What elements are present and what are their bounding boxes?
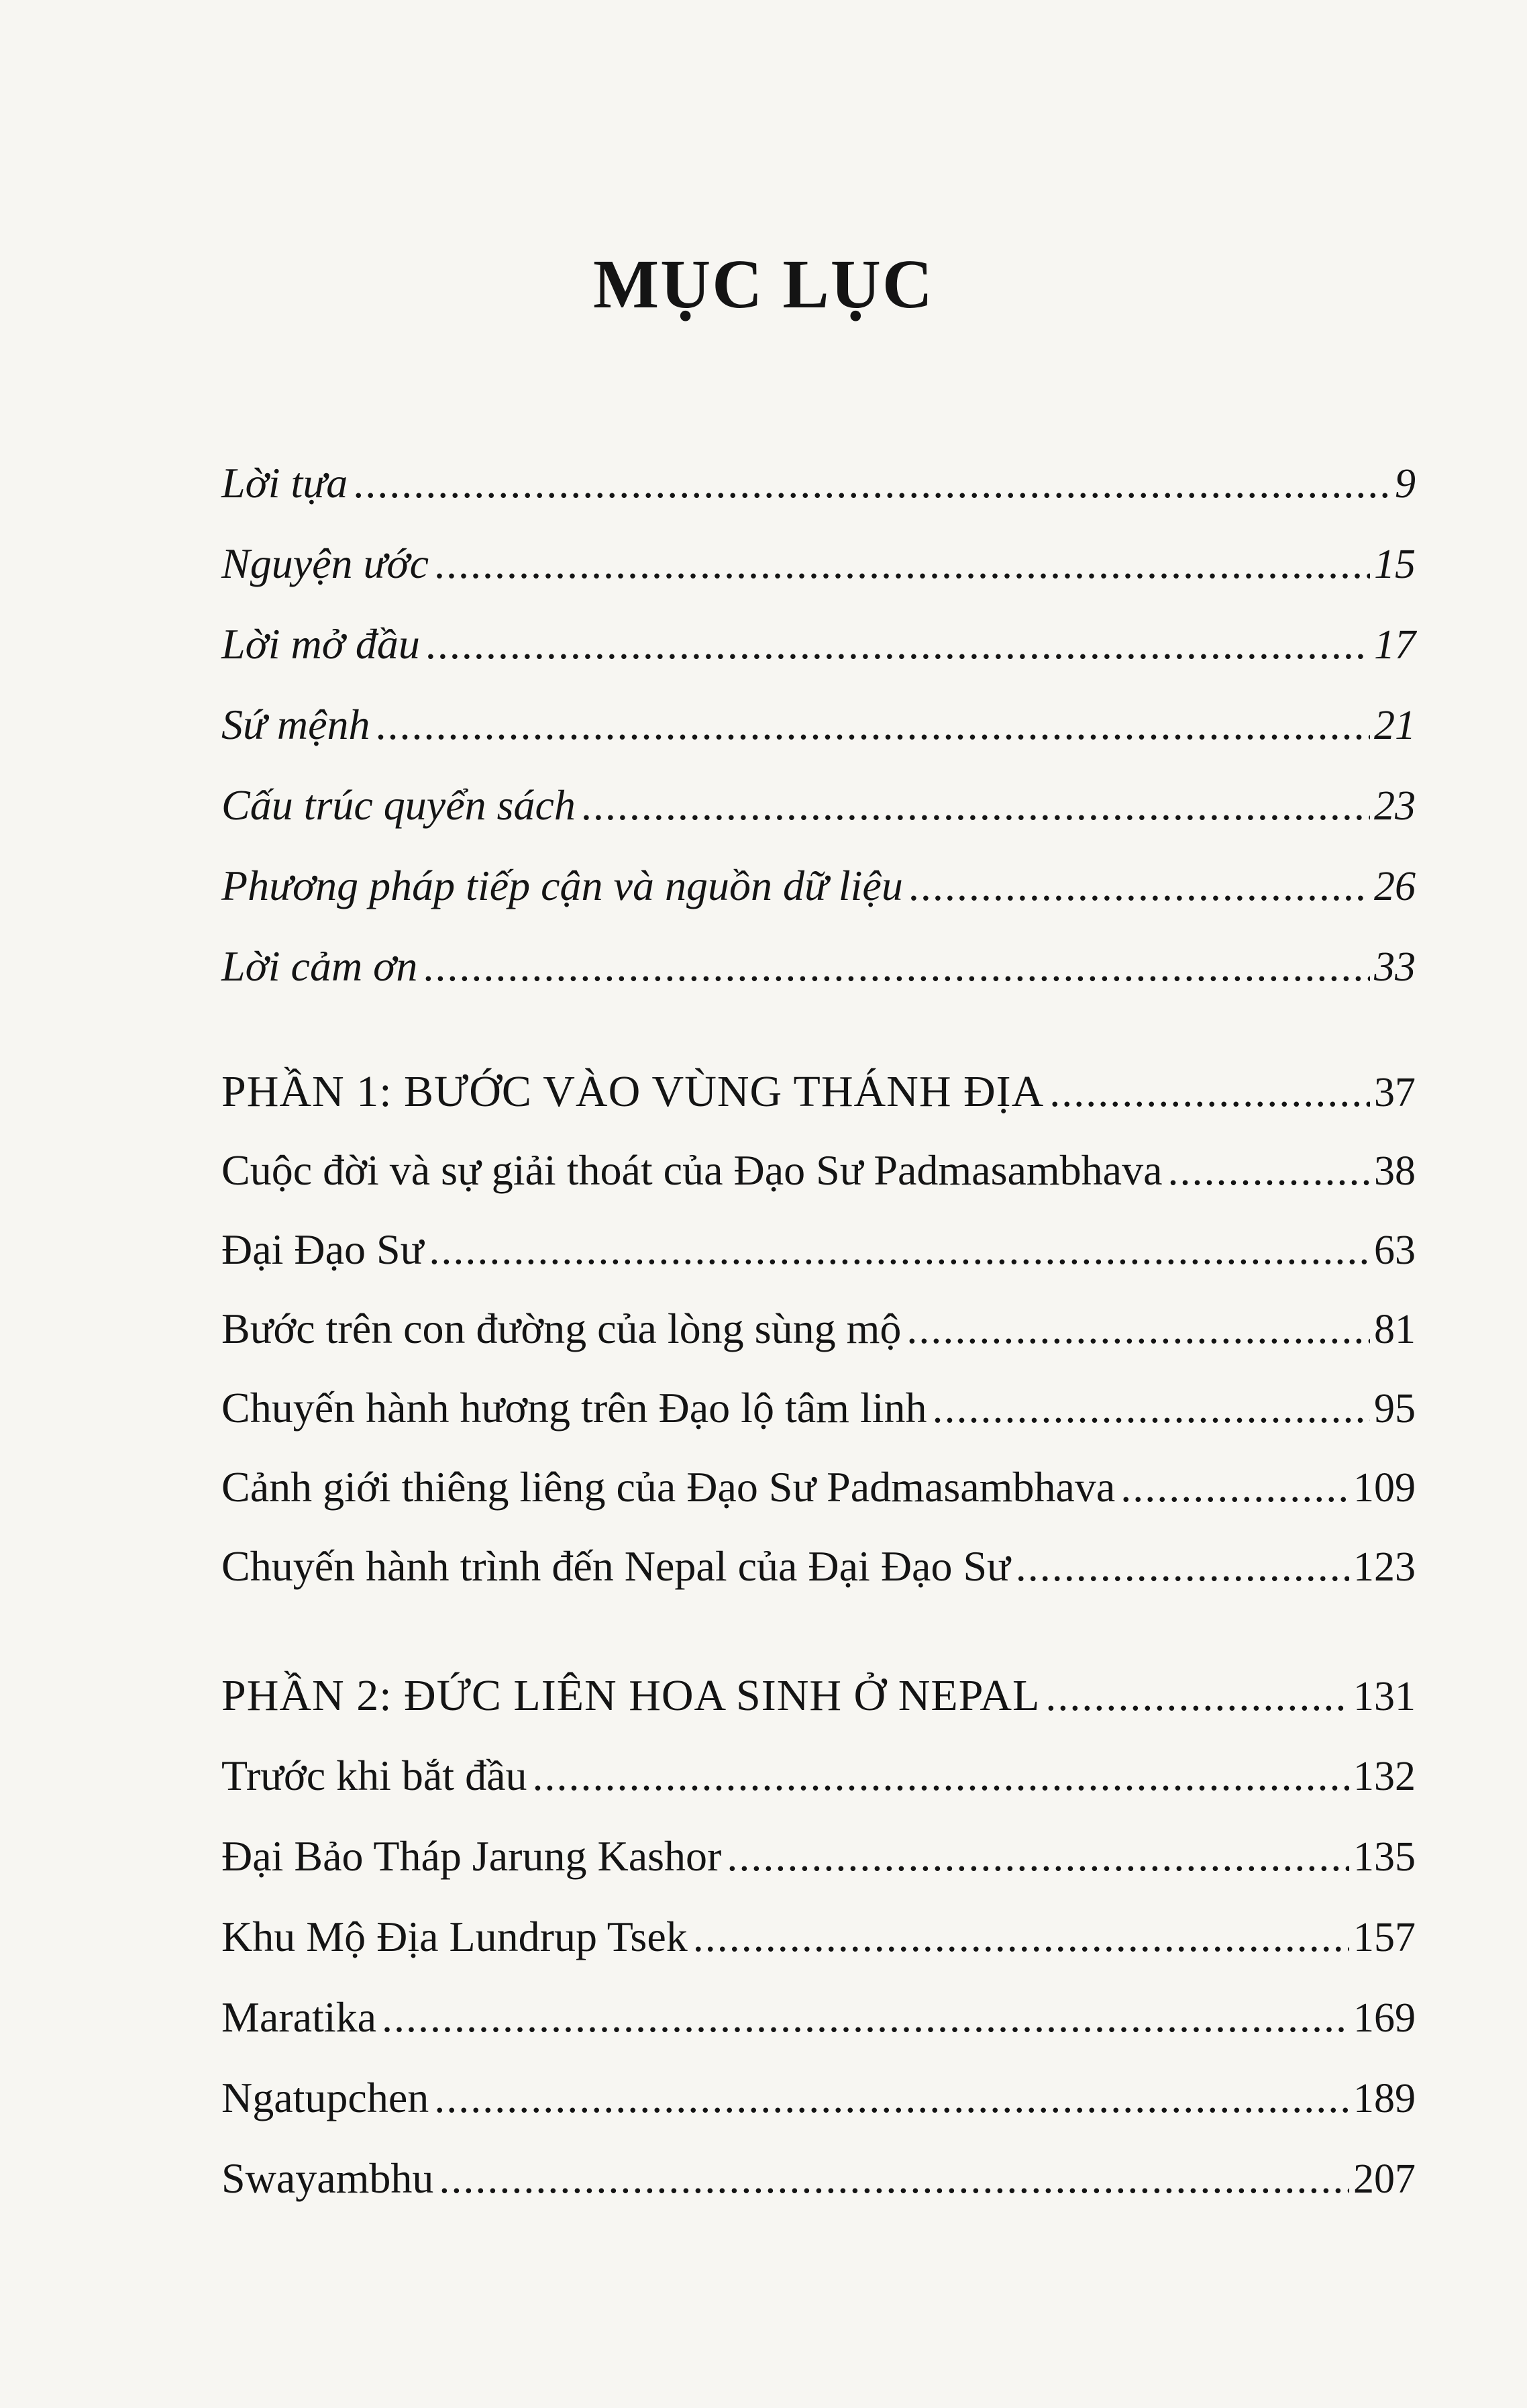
toc-leader-dots — [932, 1387, 1370, 1429]
toc-entry-label: Ngatupchen — [221, 2074, 429, 2121]
toc-entry — [221, 459, 1416, 507]
toc-leader-dots — [581, 784, 1370, 827]
toc-entry-page: 23 — [1374, 783, 1416, 829]
toc-entry-page: 33 — [1374, 944, 1416, 990]
toc-entry — [221, 1463, 1416, 1511]
toc-entry — [221, 1384, 1416, 1432]
toc-entry-page: 21 — [1374, 703, 1416, 748]
toc-entry — [221, 1146, 1416, 1194]
toc-entry-label: Swayambhu — [221, 2154, 434, 2202]
toc-leader-dots — [376, 703, 1370, 746]
toc-leader-dots — [353, 462, 1391, 505]
toc-leader-dots — [434, 2076, 1349, 2119]
toc-part-heading — [221, 1067, 1416, 1116]
toc-leader-dots — [908, 864, 1370, 907]
toc-entry — [221, 1225, 1416, 1273]
toc-entry-page: 123 — [1353, 1544, 1416, 1590]
toc-entry-page: 207 — [1353, 2156, 1416, 2202]
toc-leader-dots — [434, 542, 1370, 585]
toc-entry — [221, 542, 1416, 585]
toc-leader-dots — [439, 2157, 1349, 2200]
toc-entry-label: Cảnh giới thiêng liêng của Đạo Sư Padmasambhava — [221, 1463, 1116, 1511]
toc-leader-dots — [1016, 1545, 1349, 1588]
toc-entry-label: Cấu trúc quyển sách — [221, 781, 576, 829]
toc-leader-dots — [727, 1835, 1349, 1878]
toc-entry-label: Lời tựa — [221, 459, 348, 507]
toc-entry-page: 26 — [1374, 864, 1416, 909]
toc-entry-label: Cuộc đời và sự giải thoát của Đạo Sư Padmasambhava — [221, 1146, 1163, 1194]
toc-leader-dots — [425, 623, 1370, 666]
toc-leader-dots — [1167, 1149, 1370, 1192]
toc-entry-label: Maratika — [221, 1993, 376, 2041]
toc-entry-page: 189 — [1353, 2076, 1416, 2121]
toc-leader-dots — [423, 945, 1370, 988]
toc-entry-page: 15 — [1374, 542, 1416, 587]
table-of-contents — [221, 0, 1416, 2408]
toc-leader-dots — [906, 1307, 1370, 1350]
toc-entry — [221, 1993, 1416, 2041]
toc-entry-page: 131 — [1353, 1674, 1416, 1719]
toc-entry-label: Đại Đạo Sư — [221, 1225, 424, 1273]
toc-entry — [221, 1754, 1416, 1797]
page-title: MỤC LỤC — [593, 246, 934, 323]
toc-entry-label: PHẦN 1: BƯỚC VÀO VÙNG THÁNH ĐỊA — [221, 1067, 1045, 1116]
toc-entry-label: Trước khi bắt đầu — [221, 1752, 527, 1799]
toc-entry-page: 135 — [1353, 1834, 1416, 1880]
toc-entry-label: Chuyến hành trình đến Nepal của Đại Đạo Sư — [221, 1542, 1010, 1590]
toc-leader-dots — [1120, 1466, 1349, 1509]
toc-entry-label: Lời mở đầu — [221, 620, 420, 668]
toc-entry — [221, 1307, 1416, 1350]
toc-entry-page: 9 — [1395, 461, 1416, 507]
toc-entry-label: Chuyến hành hương trên Đạo lộ tâm linh — [221, 1384, 927, 1432]
toc-entry-label: Lời cảm ơn — [221, 942, 418, 990]
toc-entry — [221, 703, 1416, 746]
toc-leader-dots — [1045, 1674, 1349, 1717]
toc-entry-label: Khu Mộ Địa Lundrup Tsek — [221, 1913, 688, 1960]
toc-entry-page: 81 — [1374, 1307, 1416, 1352]
toc-entry-label: Phương pháp tiếp cận và nguồn dữ liệu — [221, 862, 903, 909]
toc-entry-page: 132 — [1353, 1754, 1416, 1799]
toc-entry-page: 17 — [1374, 622, 1416, 668]
toc-entry-label: PHẦN 2: ĐỨC LIÊN HOA SINH Ở NEPAL — [221, 1671, 1041, 1720]
toc-leader-dots — [429, 1228, 1370, 1271]
toc-entry — [221, 1832, 1416, 1880]
toc-leader-dots — [382, 1996, 1349, 2039]
toc-entry-page: 157 — [1353, 1915, 1416, 1960]
toc-entry-page: 37 — [1374, 1070, 1416, 1115]
toc-entry-label: Bước trên con đường của lòng sùng mộ — [221, 1305, 902, 1352]
toc-entry — [221, 1542, 1416, 1590]
toc-leader-dots — [693, 1915, 1349, 1958]
toc-entry — [221, 942, 1416, 990]
toc-leader-dots — [532, 1754, 1349, 1797]
toc-entry-page: 38 — [1374, 1148, 1416, 1194]
toc-part-heading — [221, 1671, 1416, 1720]
toc-entry — [221, 2154, 1416, 2202]
toc-entry-page: 109 — [1353, 1465, 1416, 1511]
toc-entry-page: 169 — [1353, 1995, 1416, 2041]
toc-entry-page: 63 — [1374, 1227, 1416, 1273]
toc-entry — [221, 1915, 1416, 1958]
toc-entry-page: 95 — [1374, 1386, 1416, 1432]
toc-entry-label: Đại Bảo Tháp Jarung Kashor — [221, 1832, 722, 1880]
toc-entry — [221, 620, 1416, 668]
toc-entry — [221, 864, 1416, 907]
toc-entry — [221, 2076, 1416, 2119]
toc-entry-label: Nguyện ước — [221, 540, 429, 587]
toc-entry-label: Sứ mệnh — [221, 701, 370, 748]
toc-leader-dots — [1049, 1070, 1370, 1113]
toc-entry — [221, 781, 1416, 829]
